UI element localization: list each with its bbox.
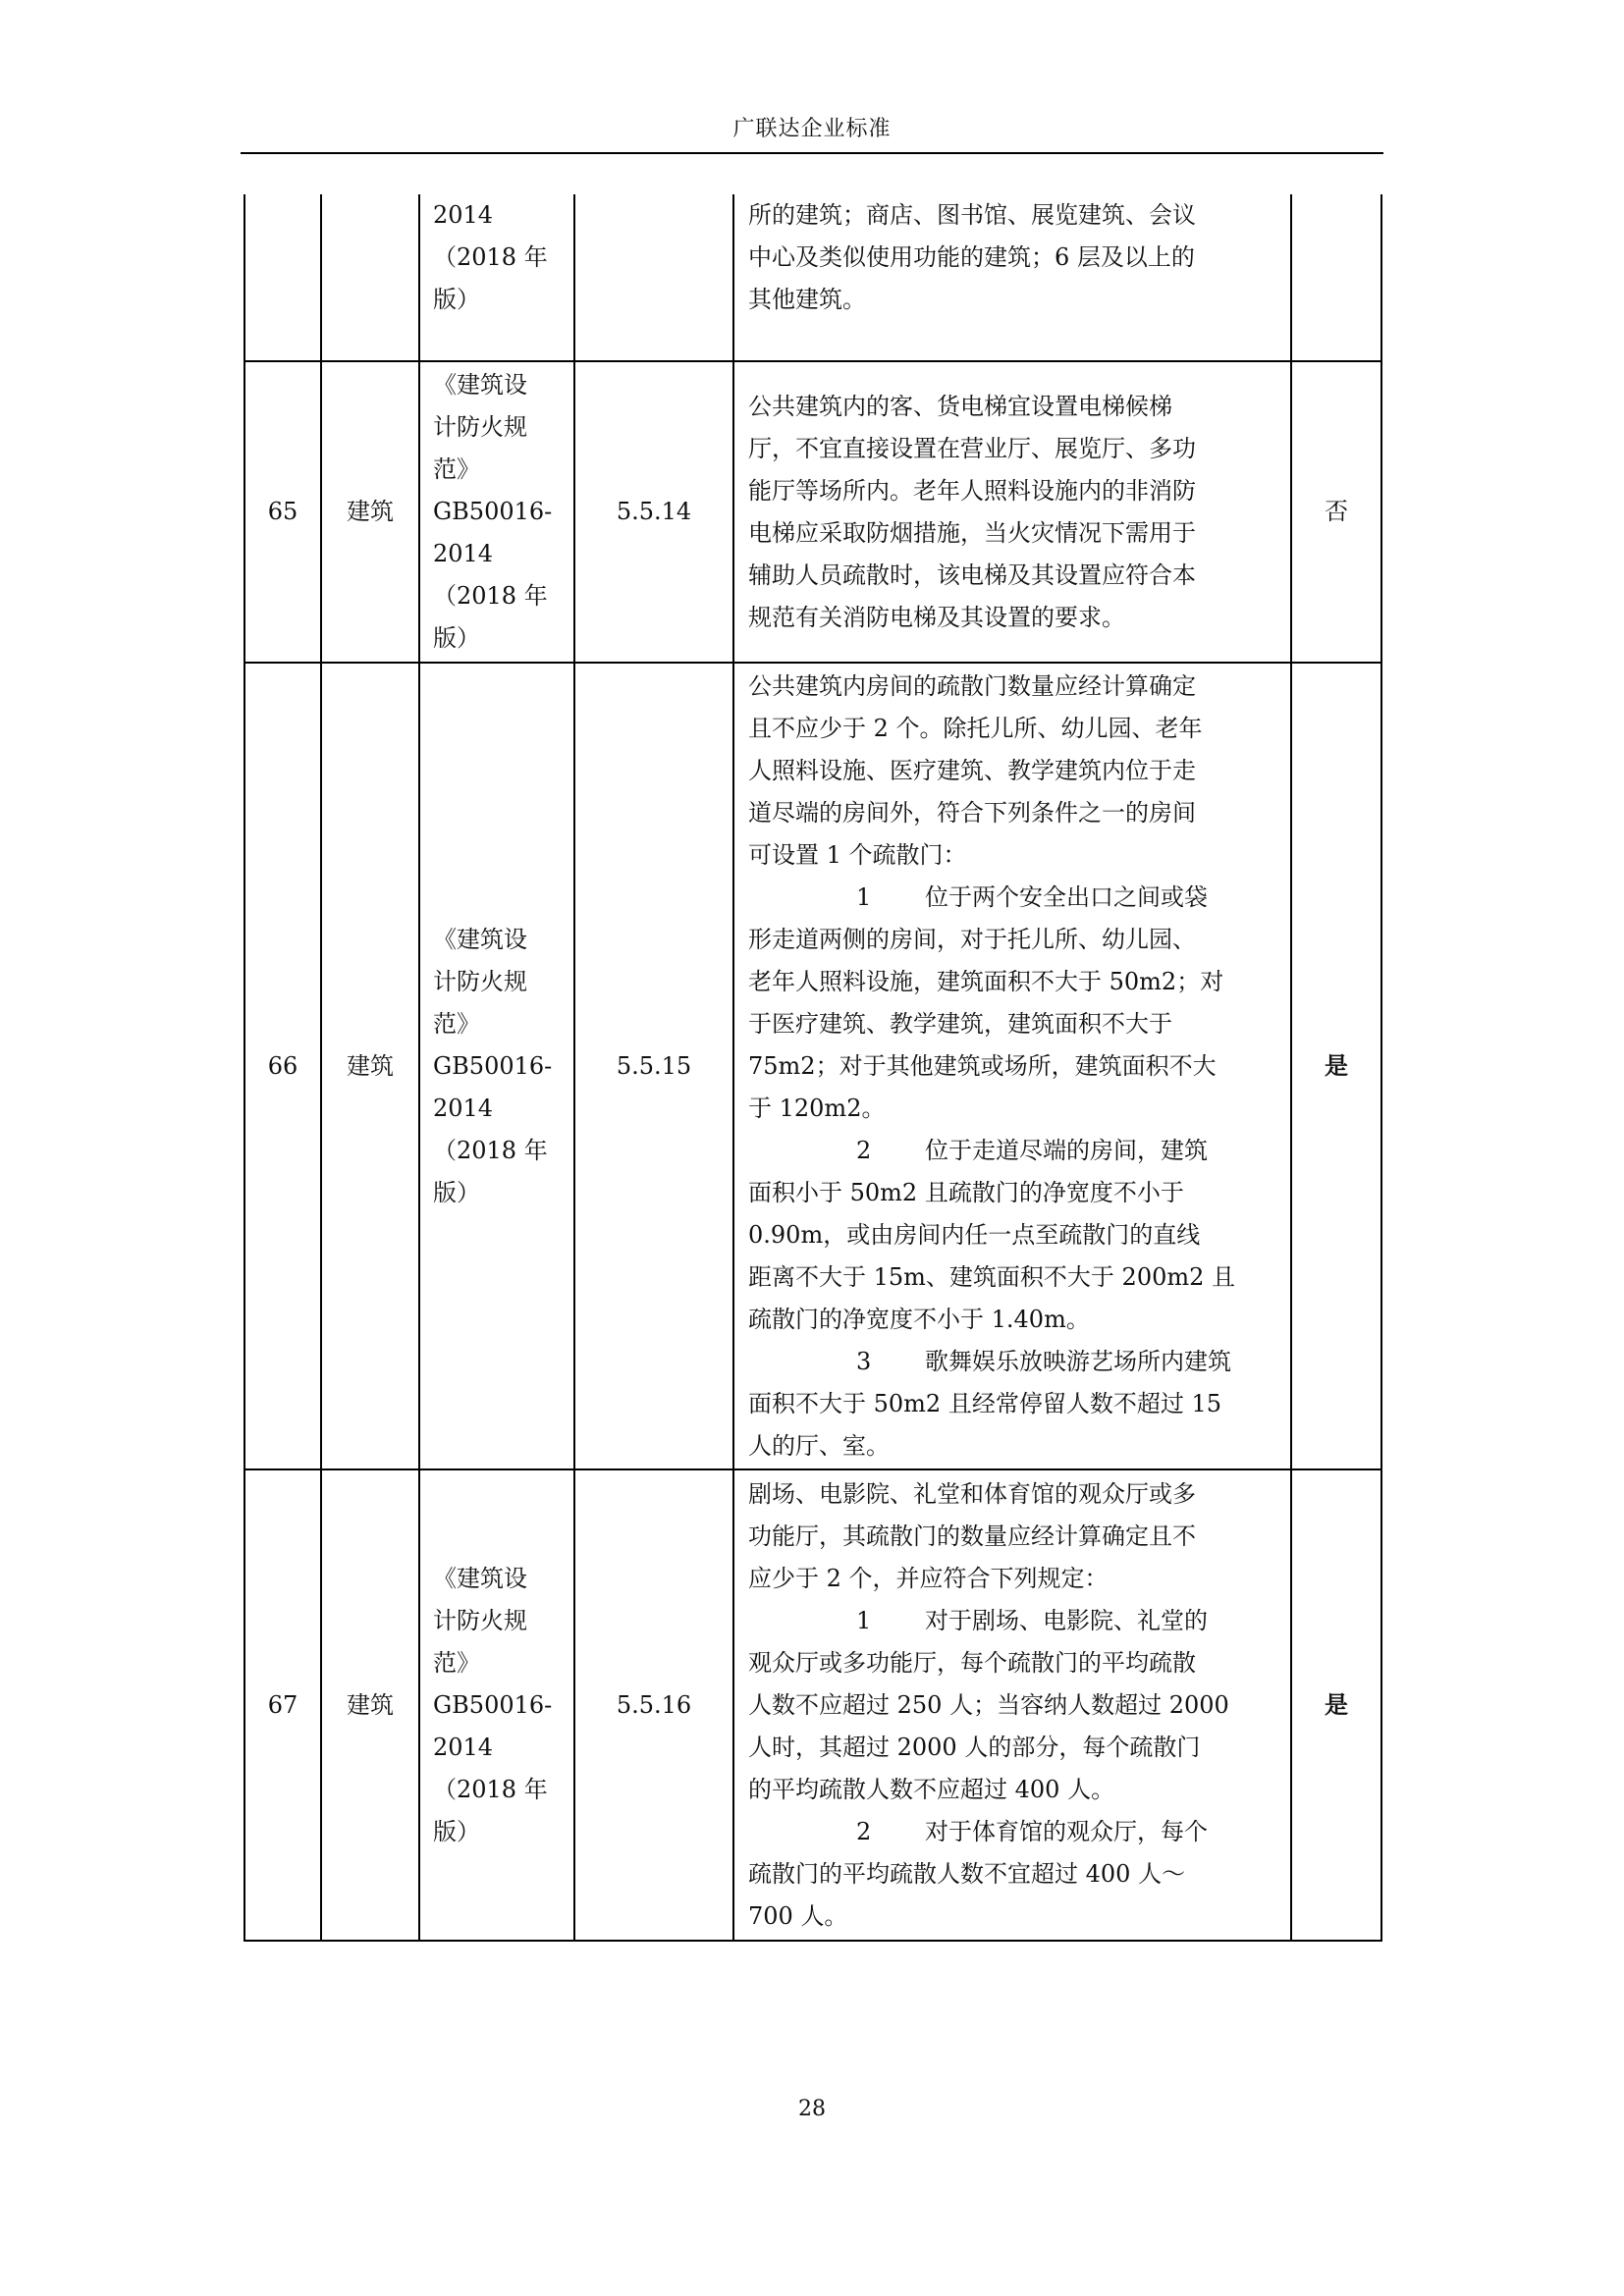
content-line: 道尽端的房间外，符合下列条件之一的房间 [748,798,1196,827]
standards-table [244,194,1382,1942]
standard-line: 版） [433,286,480,313]
content-line: 中心及类似使用功能的建筑；6 层及以上的 [748,243,1195,271]
row-standard [419,1469,574,1941]
content-item-text: 对于体育馆的观众厅，每个 [925,1817,1208,1845]
row-number: 65 [244,361,321,663]
row-content [733,194,1291,361]
content-line: 公共建筑内的客、货电梯宜设置电梯候梯 [748,392,1172,420]
content-line: 0.90m，或由房间内任一点至疏散门的直线 [748,1220,1201,1249]
row-mandatory [1291,194,1381,361]
row-mandatory: 否 [1291,361,1381,663]
row-standard [419,361,574,663]
content-line: 电梯应采取防烟措施，当火灾情况下需用于 [748,518,1196,547]
header-divider [241,152,1383,154]
row-clause: 5.5.15 [574,663,733,1469]
row-category: 建筑 [321,663,419,1469]
row-clause [574,194,733,361]
standard-line: 计防火规 [433,413,527,441]
row-content [733,361,1291,663]
content-line: 剧场、电影院、礼堂和体育馆的观众厅或多 [748,1479,1196,1508]
content-item-number: 2 [856,1817,872,1845]
content-line: 于医疗建筑、教学建筑，建筑面积不大于 [748,1009,1172,1038]
standard-line: 《建筑设 [433,1564,527,1592]
content-line: 700 人。 [748,1901,848,1930]
content-line: 于 120m2。 [748,1094,886,1122]
standard-line: 计防火规 [433,1606,527,1634]
content-line: 的平均疏散人数不应超过 400 人。 [748,1775,1115,1803]
content-item-number: 3 [856,1347,872,1375]
standard-line: 范》 [433,1009,480,1038]
content-line: 老年人照料设施，建筑面积不大于 50m2；对 [748,967,1224,995]
content-item-line [748,1600,1282,1642]
row-standard [419,663,574,1469]
standard-line: （2018 年 [433,1775,548,1803]
row-number: 67 [244,1469,321,1941]
standard-line: 2014 [433,1733,494,1761]
row-mandatory: 是 [1291,1469,1381,1941]
table-row [244,194,1381,361]
standard-line: 计防火规 [433,967,527,995]
content-line: 疏散门的净宽度不小于 1.40m。 [748,1305,1090,1333]
row-category: 建筑 [321,1469,419,1941]
content-item-number: 1 [856,882,872,911]
content-line: 厅，不宜直接设置在营业厅、展览厅、多功 [748,434,1196,462]
row-category [321,194,419,361]
table-row [244,1469,1381,1941]
content-line: 应少于 2 个，并应符合下列规定： [748,1564,1109,1592]
standard-line: GB50016- [433,1690,553,1719]
content-line: 人时，其超过 2000 人的部分，每个疏散门 [748,1733,1201,1761]
content-line: 可设置 1 个疏散门： [748,840,967,869]
content-line: 观众厅或多功能厅，每个疏散门的平均疏散 [748,1648,1196,1677]
row-number: 66 [244,663,321,1469]
standard-line: 版） [433,624,480,652]
row-content [733,663,1291,1469]
content-item-text: 歌舞娱乐放映游艺场所内建筑 [925,1347,1231,1375]
content-line: 规范有关消防电梯及其设置的要求。 [748,603,1125,631]
content-line: 75m2；对于其他建筑或场所，建筑面积不大 [748,1051,1217,1080]
row-standard [419,194,574,361]
content-item-text: 对于剧场、电影院、礼堂的 [925,1606,1208,1634]
standard-line: GB50016- [433,1051,553,1080]
row-number [244,194,321,361]
standard-line: 《建筑设 [433,371,527,399]
content-line: 功能厅，其疏散门的数量应经计算确定且不 [748,1522,1196,1550]
header-title: 广联达企业标准 [732,117,892,141]
content-line: 能厅等场所内。老年人照料设施内的非消防 [748,476,1196,505]
content-item-line [748,877,1282,919]
table-row [244,663,1381,1469]
content-line: 形走道两侧的房间，对于托儿所、幼儿园、 [748,925,1196,953]
row-mandatory: 是 [1291,663,1381,1469]
content-line: 其他建筑。 [748,286,866,313]
standard-line: 版） [433,1178,480,1206]
row-clause: 5.5.16 [574,1469,733,1941]
content-line: 面积不大于 50m2 且经常停留人数不超过 15 [748,1389,1221,1417]
content-line: 人照料设施、医疗建筑、教学建筑内位于走 [748,756,1196,784]
standard-line: 2014 [433,1094,494,1122]
standard-line: 2014 [433,201,494,229]
content-line: 所的建筑；商店、图书馆、展览建筑、会议 [748,201,1196,229]
row-clause: 5.5.14 [574,361,733,663]
content-line: 面积小于 50m2 且疏散门的净宽度不小于 [748,1178,1184,1206]
content-line: 距离不大于 15m、建筑面积不大于 200m2 且 [748,1262,1236,1291]
page-number: 28 [798,2097,826,2121]
row-content [733,1469,1291,1941]
row-category: 建筑 [321,361,419,663]
content-line: 人的厅、室。 [748,1431,890,1460]
standard-line: GB50016- [433,498,553,525]
content-item-line [748,1130,1282,1172]
standard-line: 范》 [433,455,480,483]
standard-line: 2014 [433,540,494,567]
standard-line: 范》 [433,1648,480,1677]
content-item-text: 位于走道尽端的房间，建筑 [925,1136,1208,1164]
standard-line: （2018 年 [433,582,548,610]
content-line: 辅助人员疏散时，该电梯及其设置应符合本 [748,561,1196,589]
content-item-line [748,1811,1282,1853]
content-line: 且不应少于 2 个。除托儿所、幼儿园、老年 [748,714,1203,742]
content-item-number: 1 [856,1606,872,1634]
content-item-number: 2 [856,1136,872,1164]
content-line: 人数不应超过 250 人；当容纳人数超过 2000 [748,1690,1229,1719]
standard-line: 版） [433,1817,480,1845]
content-item-line [748,1341,1282,1383]
standard-line: （2018 年 [433,243,548,271]
table-row [244,361,1381,663]
standard-line: 《建筑设 [433,925,527,953]
content-line: 疏散门的平均疏散人数不宜超过 400 人～ [748,1859,1186,1888]
standard-line: （2018 年 [433,1136,548,1164]
content-item-text: 位于两个安全出口之间或袋 [925,882,1208,911]
content-line: 公共建筑内房间的疏散门数量应经计算确定 [748,671,1196,700]
table-body [244,194,1381,1941]
